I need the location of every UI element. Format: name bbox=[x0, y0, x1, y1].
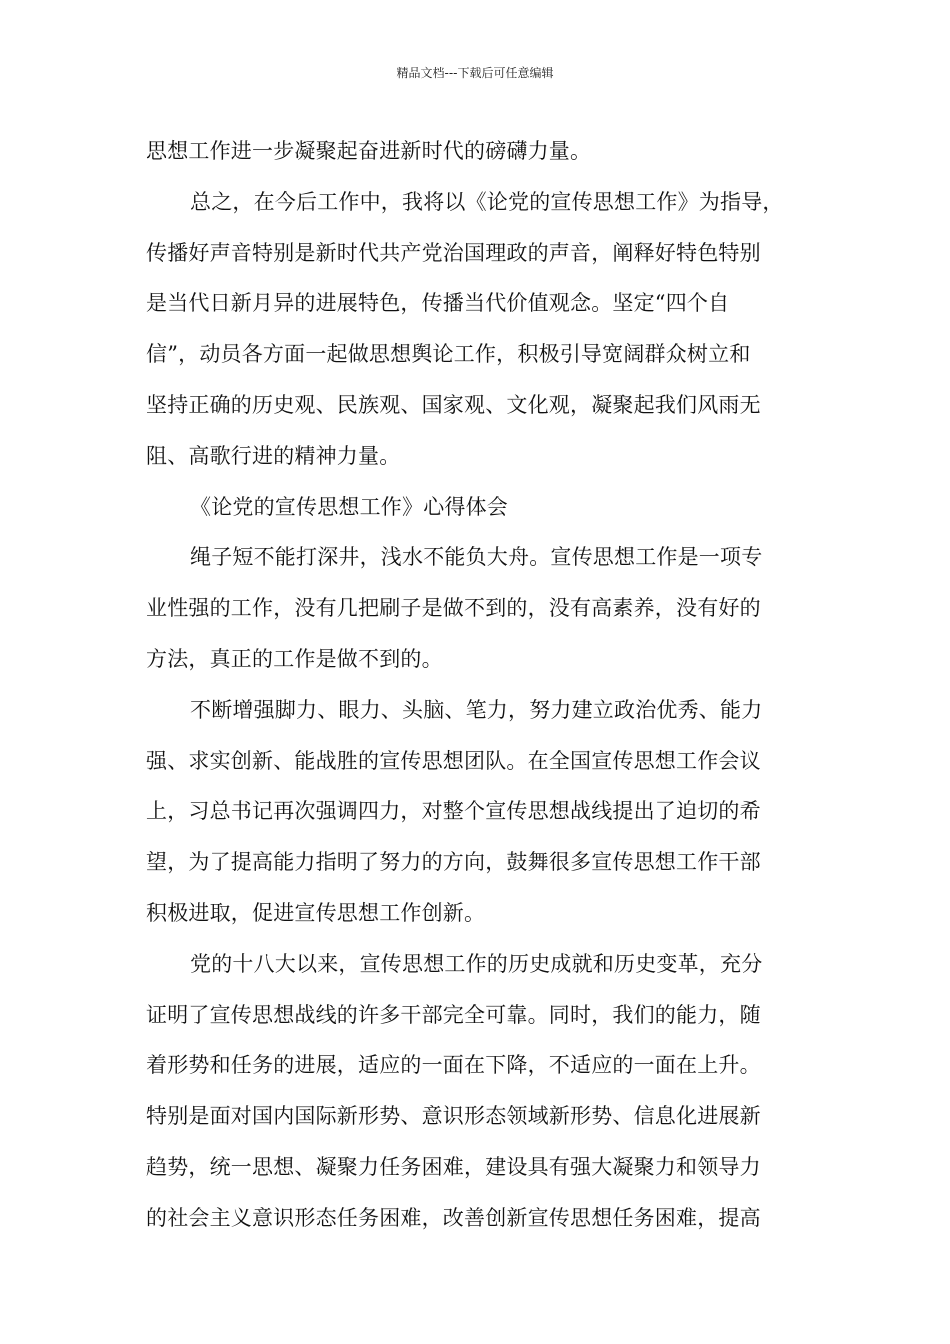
text-line: 强、求实创新、能战胜的宣传思想团队。在全国宣传思想工作会议 bbox=[146, 748, 761, 773]
text-line: 传播好声音特别是新时代共产党治国理政的声音，阐释好特色特别 bbox=[146, 240, 761, 265]
text-line: 业性强的工作，没有几把刷子是做不到的，没有高素养，没有好的 bbox=[146, 596, 761, 621]
text-line: 趋势，统一思想、凝聚力任务困难，建设具有强大凝聚力和领导力 bbox=[146, 1154, 761, 1179]
text-line: 阻、高歌行进的精神力量。 bbox=[146, 443, 401, 468]
page-header: 精品文档---下载后可任意编辑 bbox=[396, 66, 554, 80]
text-line: 的社会主义意识形态任务困难，改善创新宣传思想任务困难，提高 bbox=[146, 1205, 761, 1230]
text-line: 信”，动员各方面一起做思想舆论工作，积极引导宽阔群众树立和 bbox=[146, 342, 751, 367]
text-line: 方法，真正的工作是做不到的。 bbox=[146, 646, 443, 671]
text-line: 是当代日新月异的进展特色，传播当代价值观念。坚定“四个自 bbox=[146, 291, 730, 316]
text-line: 总之，在今后工作中，我将以《论党的宣传思想工作》为指导， bbox=[190, 189, 784, 214]
text-line: 证明了宣传思想战线的许多干部完全可靠。同时，我们的能力，随 bbox=[146, 1002, 761, 1027]
text-line: 望，为了提高能力指明了努力的方向，鼓舞很多宣传思想工作干部 bbox=[146, 850, 761, 875]
text-line: 着形势和任务的进展，适应的一面在下降，不适应的一面在上升。 bbox=[146, 1053, 761, 1078]
text-line: 坚持正确的历史观、民族观、国家观、文化观，凝聚起我们风雨无 bbox=[146, 392, 761, 417]
text-line: 党的十八大以来，宣传思想工作的历史成就和历史变革，充分 bbox=[190, 951, 763, 976]
text-line: 绳子短不能打深井，浅水不能负大舟。宣传思想工作是一项专 bbox=[190, 545, 763, 570]
text-line: 上，习总书记再次强调四力，对整个宣传思想战线提出了迫切的希 bbox=[146, 799, 761, 824]
section-heading: 《论党的宣传思想工作》心得体会 bbox=[190, 494, 508, 519]
document-body bbox=[146, 126, 810, 1244]
text-line: 思想工作进一步凝聚起奋进新时代的磅礴力量。 bbox=[146, 139, 592, 163]
text-line: 不断增强脚力、眼力、头脑、笔力，努力建立政治优秀、能力 bbox=[190, 697, 763, 722]
text-line: 积极进取，促进宣传思想工作创新。 bbox=[146, 900, 486, 925]
text-line: 特别是面对国内国际新形势、意识形态领域新形势、信息化进展新 bbox=[146, 1104, 761, 1129]
